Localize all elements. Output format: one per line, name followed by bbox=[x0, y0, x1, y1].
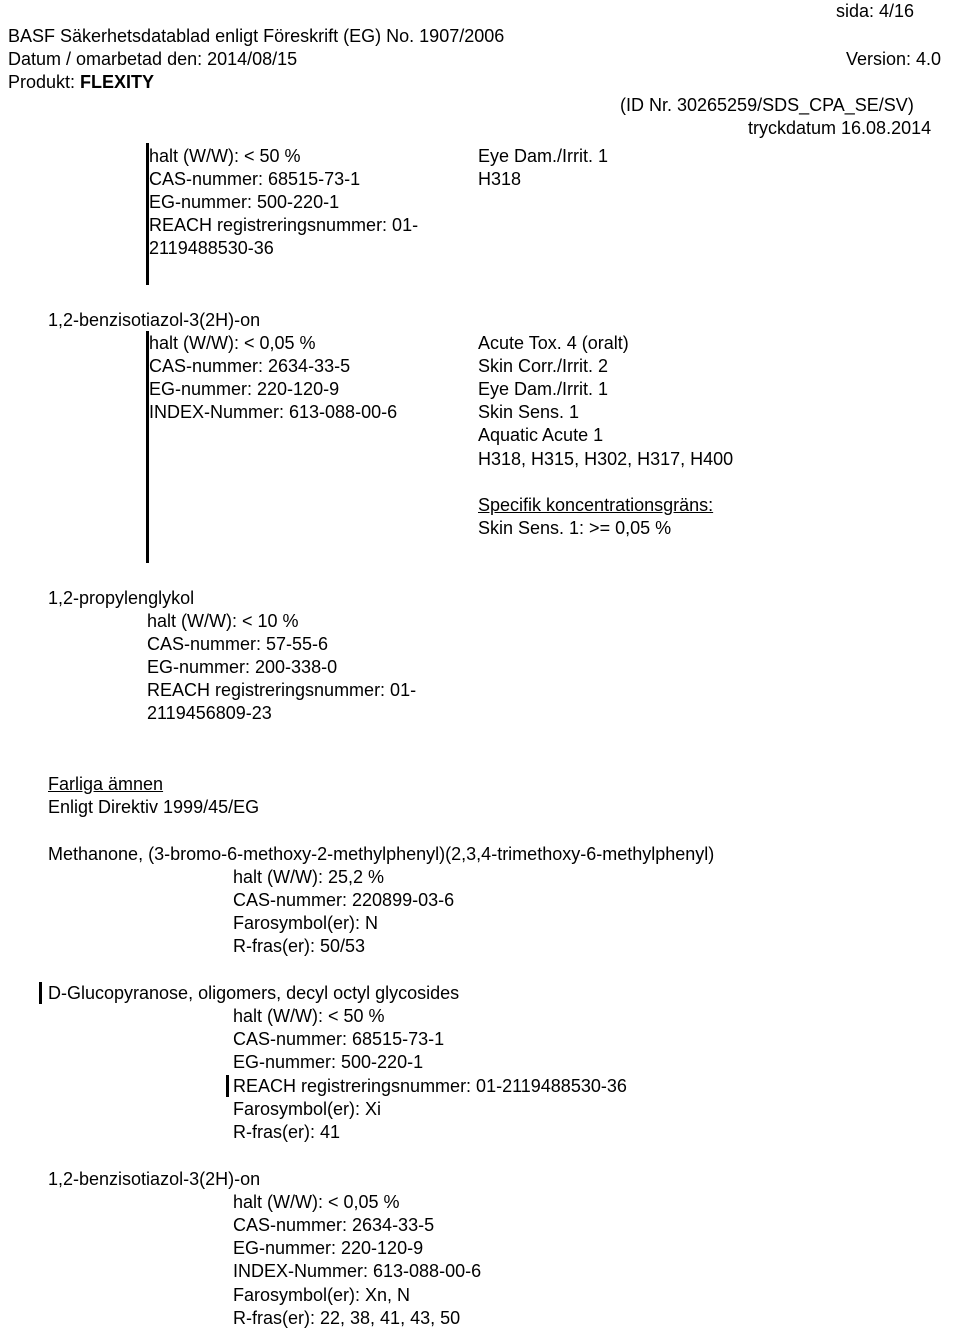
version-label: Version: 4.0 bbox=[846, 49, 942, 69]
reach-number: REACH registreringsnummer: 01- bbox=[149, 215, 419, 235]
reach-number-cont: 2119488530-36 bbox=[149, 238, 274, 258]
hazard-symbol: Farosymbol(er): Xn, N bbox=[233, 1285, 411, 1305]
r-phrases: R-fras(er): 41 bbox=[233, 1122, 341, 1142]
index-number: INDEX-Nummer: 613-088-00-6 bbox=[233, 1261, 482, 1281]
hazardous-heading: Farliga ämnen bbox=[48, 774, 164, 794]
cas-number: CAS-nummer: 68515-73-1 bbox=[149, 169, 361, 189]
ec-number: EG-nummer: 220-120-9 bbox=[149, 379, 340, 399]
ec-number: EG-nummer: 500-220-1 bbox=[233, 1052, 424, 1072]
print-date: tryckdatum 16.08.2014 bbox=[748, 118, 932, 138]
document-title: BASF Säkerhetsdatablad enligt Föreskrift (EG) No. 1907/2006 bbox=[8, 26, 505, 46]
classification: Skin Sens. 1 bbox=[478, 402, 580, 422]
specific-limit-heading: Specifik koncentrationsgräns: bbox=[478, 495, 714, 515]
cas-number: CAS-nummer: 68515-73-1 bbox=[233, 1029, 445, 1049]
content-line: halt (W/W): < 50 % bbox=[233, 1006, 385, 1026]
product-name: FLEXITY bbox=[80, 72, 155, 92]
directive-label: Enligt Direktiv 1999/45/EG bbox=[48, 797, 260, 817]
page-number: sida: 4/16 bbox=[836, 1, 915, 21]
content-line: halt (W/W): < 50 % bbox=[149, 146, 301, 166]
classification: Skin Corr./Irrit. 2 bbox=[478, 356, 609, 376]
hazard-symbol: Farosymbol(er): N bbox=[233, 913, 379, 933]
r-phrases: R-fras(er): 50/53 bbox=[233, 936, 366, 956]
content-line: halt (W/W): < 10 % bbox=[147, 611, 299, 631]
h-statements: H318 bbox=[478, 169, 522, 189]
substance-name: 1,2-propylenglykol bbox=[48, 588, 195, 608]
specific-limit-value: Skin Sens. 1: >= 0,05 % bbox=[478, 518, 672, 538]
classification: Aquatic Acute 1 bbox=[478, 425, 604, 445]
revision-bar bbox=[226, 1075, 229, 1097]
classification: Eye Dam./Irrit. 1 bbox=[478, 379, 609, 399]
substance-name: Methanone, (3-bromo-6-methoxy-2-methylphenyl)(2,3,4-trimethoxy-6-methylphenyl) bbox=[48, 844, 715, 864]
cas-number: CAS-nummer: 2634-33-5 bbox=[233, 1215, 435, 1235]
ec-number: EG-nummer: 500-220-1 bbox=[149, 192, 340, 212]
index-number: INDEX-Nummer: 613-088-00-6 bbox=[149, 402, 398, 422]
revision-date: Datum / omarbetad den: 2014/08/15 bbox=[8, 49, 298, 69]
hazard-symbol: Farosymbol(er): Xi bbox=[233, 1099, 382, 1119]
reach-number: REACH registreringsnummer: 01- bbox=[147, 680, 417, 700]
revision-bar bbox=[39, 982, 42, 1004]
substance-name: D-Glucopyranose, oligomers, decyl octyl glycosides bbox=[48, 983, 460, 1003]
cas-number: CAS-nummer: 220899-03-6 bbox=[233, 890, 455, 910]
content-line: halt (W/W): < 0,05 % bbox=[149, 333, 316, 353]
classification: Eye Dam./Irrit. 1 bbox=[478, 146, 609, 166]
ec-number: EG-nummer: 220-120-9 bbox=[233, 1238, 424, 1258]
product-line bbox=[8, 71, 154, 93]
substance-name: 1,2-benzisotiazol-3(2H)-on bbox=[48, 1169, 261, 1189]
reach-number-cont: 2119456809-23 bbox=[147, 703, 272, 723]
cas-number: CAS-nummer: 57-55-6 bbox=[147, 634, 329, 654]
cas-number: CAS-nummer: 2634-33-5 bbox=[149, 356, 351, 376]
substance-name: 1,2-benzisotiazol-3(2H)-on bbox=[48, 310, 261, 330]
classification: Acute Tox. 4 (oralt) bbox=[478, 333, 629, 353]
product-prefix: Produkt: bbox=[8, 72, 81, 92]
content-line: halt (W/W): 25,2 % bbox=[233, 867, 385, 887]
ec-number: EG-nummer: 200-338-0 bbox=[147, 657, 338, 677]
reach-number: REACH registreringsnummer: 01-2119488530-36 bbox=[233, 1076, 627, 1096]
id-number: (ID Nr. 30265259/SDS_CPA_SE/SV) bbox=[620, 95, 914, 115]
h-statements: H318, H315, H302, H317, H400 bbox=[478, 449, 734, 469]
r-phrases: R-fras(er): 22, 38, 41, 43, 50 bbox=[233, 1308, 461, 1328]
content-line: halt (W/W): < 0,05 % bbox=[233, 1192, 400, 1212]
